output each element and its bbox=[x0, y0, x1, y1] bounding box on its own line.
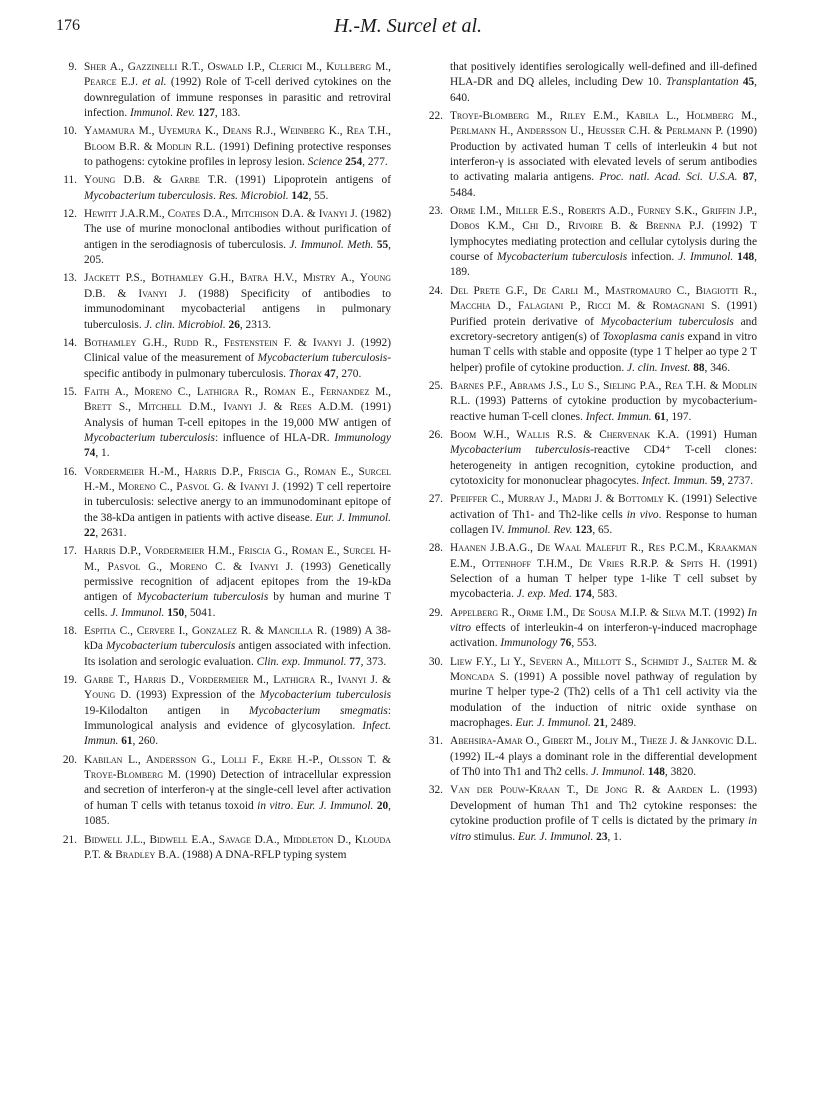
reference-item bbox=[422, 204, 757, 281]
reference-number: 10. bbox=[62, 125, 77, 138]
reference-item bbox=[56, 753, 391, 830]
reference-pages: , 277. bbox=[362, 156, 388, 169]
reference-volume: 87 bbox=[742, 171, 755, 184]
reference-journal: J. clin. Invest. bbox=[627, 361, 691, 374]
reference-text: (1991) Analysis of human T-cell epitopes in the 19,000 MW antigen of bbox=[84, 401, 391, 429]
reference-journal: J. Immunol. Meth. bbox=[289, 238, 374, 251]
reference-journal: Immunol. Rev. bbox=[130, 107, 195, 120]
reference-text: stimulus. bbox=[471, 830, 518, 843]
references-right-column bbox=[422, 60, 757, 848]
reference-journal: Immunology bbox=[334, 431, 391, 444]
reference-text: (1992) IL-4 plays a dominant role in the differential development of Th0 into Th1 and Th2 cells. bbox=[450, 750, 757, 779]
reference-volume: 61 bbox=[121, 735, 133, 748]
reference-volume: 127 bbox=[197, 107, 215, 120]
reference-volume: 123 bbox=[575, 523, 593, 536]
reference-text: (1991) Selective activation of Th1- and Th2-like cells bbox=[450, 493, 757, 521]
reference-number: 29. bbox=[428, 606, 443, 619]
reference-authors: Appelberg R., Orme I.M., De Sousa M.I.P. & Silva M.T. bbox=[450, 606, 711, 619]
reference-volume: 254 bbox=[345, 156, 363, 169]
reference-volume: 26 bbox=[228, 318, 240, 331]
reference-number: 13. bbox=[62, 272, 77, 285]
reference-text: (1992) Clinical value of the measurement of bbox=[84, 336, 391, 365]
reference-text: . Response to human collagen IV. bbox=[450, 508, 757, 536]
reference-italic-term: Mycobacterium smegmatis bbox=[249, 704, 388, 717]
reference-text: (1991) Defining protective responses to pathogens: cytokine profiles in leprosy lesion. bbox=[84, 140, 392, 169]
reference-item bbox=[422, 379, 757, 425]
reference-text: (1993) Expression of the bbox=[131, 689, 260, 702]
reference-text: (1982) The use of murine monoclonal antibodies without purification of antigen in the serodiagnosis of tuberculosis. bbox=[84, 208, 391, 251]
reference-volume: 45 bbox=[742, 76, 755, 89]
reference-text: -specific antibody in pulmonary tuberculosis. bbox=[84, 352, 391, 380]
reference-journal: Eur. J. Immunol. bbox=[515, 717, 591, 730]
reference-number: 28. bbox=[428, 542, 443, 555]
reference-pages: , 553. bbox=[571, 637, 597, 650]
reference-journal: Infect. Immun. bbox=[585, 410, 652, 423]
reference-pages: , 346. bbox=[704, 361, 731, 374]
reference-text: (1988) Specificity of antibodies to immunodominant mycobacterial antigens in pulmonary tuberculosis. bbox=[84, 287, 391, 331]
reference-pages: , 65. bbox=[592, 523, 613, 536]
reference-text: 19-Kilodalton antigen in bbox=[84, 704, 250, 717]
reference-text: and excretory-secretory antigen(s) of bbox=[450, 315, 758, 343]
reference-item bbox=[422, 541, 757, 602]
reference-item bbox=[422, 734, 757, 780]
reference-authors: Young D.B. & Garbe T.R. bbox=[84, 174, 228, 187]
reference-authors: Pfeiffer C., Murray J., Madri J. & Bottomly K. bbox=[450, 493, 679, 506]
reference-item bbox=[56, 385, 391, 462]
reference-authors: Troye-Blomberg M., Riley E.M., Kabila L., Holmberg M., Perlmann H., Andersson U., Heusser C.H. & Perlmann P. bbox=[450, 110, 757, 138]
reference-number: 27. bbox=[428, 493, 443, 506]
reference-item bbox=[422, 783, 757, 844]
reference-text: (1993) Development of human Th1 and Th2 cytokine responses: the cytokine production profile of T cells is dictated by the primary bbox=[450, 784, 757, 828]
reference-authors: Liew F.Y., Li Y., Severn A., Millott S., Schmidt J., Salter M. & Moncada S. bbox=[450, 655, 757, 684]
reference-volume: 22 bbox=[84, 526, 96, 539]
reference-item bbox=[422, 606, 757, 652]
reference-authors: Orme I.M., Miller E.S., Roberts A.D., Furney S.K., Griffin J.P., Dobos K.M., Chi D., Rivoire B. & Brenna P.J. bbox=[450, 205, 757, 233]
reference-journal: Eur. J. Immunol. bbox=[296, 799, 374, 812]
reference-item bbox=[56, 624, 391, 670]
reference-text: (1992) Role of T-cell derived cytokines on the downregulation of immune responses in parasitic and retroviral infection. bbox=[84, 76, 391, 120]
reference-item bbox=[422, 284, 757, 376]
reference-journal: Science bbox=[307, 156, 343, 169]
reference-text: (1990) Detection of intracellular expression and secretion of interferon-γ at the single-cell level after activation of human T cells with tetanus toxoid bbox=[84, 769, 392, 812]
reference-journal: J. Immunol. bbox=[678, 251, 734, 264]
reference-journal: Transplantation bbox=[666, 76, 739, 89]
reference-text: (1991) Purified protein derivative of bbox=[450, 300, 757, 328]
reference-number: 23. bbox=[428, 205, 443, 218]
reference-authors: Vordermeier H.-M., Harris D.P., Friscia G., Roman E., Surcel H.-M., Moreno C., Pasvol G. & Ivanyi J. bbox=[84, 465, 391, 493]
reference-volume: 148 bbox=[647, 766, 665, 779]
reference-number: 15. bbox=[62, 385, 77, 398]
reference-italic-term: Mycobacterium tuberculosis bbox=[600, 315, 734, 328]
reference-number: 32. bbox=[428, 784, 443, 797]
reference-text: that positively identifies serologically well-defined and ill-defined HLA-DR and DQ alleles, including Dew 10. bbox=[450, 61, 757, 89]
reference-number: 26. bbox=[428, 428, 443, 441]
reference-volume: 21 bbox=[593, 717, 606, 730]
reference-volume: 88 bbox=[693, 361, 705, 374]
reference-italic-term: Toxoplasma canis bbox=[602, 330, 685, 343]
reference-item bbox=[56, 673, 391, 750]
reference-volume: 20 bbox=[376, 799, 389, 812]
reference-text: (1991) Human bbox=[679, 428, 757, 441]
reference-italic-term: In vitro bbox=[450, 606, 757, 635]
reference-continuation bbox=[422, 60, 757, 106]
reference-authors: Sher A., Gazzinelli R.T., Oswald I.P., Clerici M., Kullberg M., Pearce E.J. bbox=[84, 61, 391, 89]
reference-authors: Yamamura M., Uyemura K., Deans R.J., Weinberg K., Rea T.H., Bloom B.R. & Modlin R.L. bbox=[84, 125, 391, 153]
reference-journal: Immunol. Rev. bbox=[507, 523, 573, 536]
reference-text: : influence of HLA-DR. bbox=[214, 431, 335, 444]
reference-volume: 47 bbox=[324, 367, 336, 380]
page-number: 176 bbox=[56, 17, 80, 34]
reference-pages: , 183. bbox=[214, 107, 241, 120]
reference-authors: Espitia C., Cervere I., Gonzalez R. & Mancilla R. bbox=[84, 625, 328, 638]
reference-italic-term: Mycobacterium tuberculosis bbox=[259, 689, 392, 702]
reference-volume: 77 bbox=[349, 655, 361, 668]
reference-journal: J. exp. Med. bbox=[516, 588, 572, 601]
reference-journal: Eur. J. Immunol. bbox=[517, 830, 594, 843]
reference-number: 25. bbox=[428, 379, 443, 392]
reference-text: (1992) T cell repertoire in tuberculosis: selective anergy to an immunodominant epitope of the 38-kDa antigen in patients with active disease. bbox=[84, 480, 391, 524]
reference-text: (1991) A possible novel pathway of regulation by murine T helper type-2 (Th2) cells of a Th1 cell activity via the modulation of the induction of nitric oxide synthase on macrophages. bbox=[450, 671, 757, 730]
reference-volume: 148 bbox=[737, 251, 755, 264]
reference-item bbox=[56, 544, 391, 621]
reference-text: infection. bbox=[627, 251, 679, 264]
reference-text: antigen associated with infection. Its isolation and serologic evaluation. bbox=[84, 640, 391, 668]
reference-authors: Faith A., Moreno C., Lathigra R., Roman E., Fernandez M., Brett S., Mitchell D.M., Ivanyi J. & Rees A.D.M. bbox=[84, 385, 391, 414]
reference-authors: Kabilan L., Andersson G., Lolli F., Ekre H.-P., Olsson T. & Troye-Blomberg M. bbox=[84, 753, 391, 782]
reference-text: (1992) bbox=[710, 606, 748, 619]
reference-journal: Clin. exp. Immunol. bbox=[256, 655, 347, 668]
page-header bbox=[56, 15, 760, 41]
reference-pages: , 1085. bbox=[84, 799, 391, 828]
reference-number: 30. bbox=[428, 655, 443, 668]
reference-text: (1990) Production by activated human T cells of interleukin 4 but not interferon-γ is associated with elevated levels of serum antibodies to activating malaria antigens. bbox=[450, 125, 757, 184]
reference-authors: Garbe T., Harris D., Vordermeier M., Lathigra R., Ivanyi J. & Young D. bbox=[84, 674, 391, 702]
reference-text: . bbox=[290, 799, 297, 812]
reference-authors: Van der Pouw-Kraan T., De Jong R. & Aarden L. bbox=[450, 784, 720, 797]
reference-text: (1991) Selection of a human T helper type 1-like T cell subset by mycobacteria. bbox=[450, 557, 757, 601]
reference-item bbox=[422, 428, 757, 489]
reference-item bbox=[422, 109, 757, 201]
reference-text: (1993) Patterns of cytokine production by mycobacterium-reactive human T-cell clones. bbox=[450, 395, 757, 423]
reference-item bbox=[56, 833, 391, 864]
reference-pages: , 5484. bbox=[450, 171, 757, 199]
reference-journal: J. clin. Microbiol. bbox=[144, 318, 226, 331]
reference-number: 22. bbox=[428, 110, 443, 123]
reference-italic-term: in vitro bbox=[450, 815, 757, 843]
reference-item bbox=[56, 465, 391, 542]
reference-pages: , 5041. bbox=[184, 606, 216, 619]
references-left-column bbox=[56, 60, 391, 866]
reference-text: (1993) Genetically permissive recognition of adjacent epitopes from the 19-kDa antigen of bbox=[84, 560, 392, 604]
reference-number: 18. bbox=[62, 625, 77, 638]
reference-italic-term: in vitro bbox=[257, 799, 291, 812]
reference-pages: , 2313. bbox=[239, 318, 272, 331]
reference-authors: Jackett P.S., Bothamley G.H., Batra H.V., Mistry A., Young D.B. & Ivanyi J. bbox=[84, 272, 391, 300]
reference-text: (1992) T lymphocytes mediating protection and cellular cytolysis during the course of bbox=[450, 220, 757, 264]
reference-pages: , 270. bbox=[335, 367, 362, 380]
reference-text: : Immunological analysis and evidence of glycosylation. bbox=[84, 704, 391, 733]
reference-item bbox=[56, 60, 391, 121]
reference-journal: Proc. natl. Acad. Sci. U.S.A. bbox=[599, 171, 738, 184]
reference-volume: 55 bbox=[376, 238, 389, 251]
reference-number: 16. bbox=[62, 465, 77, 478]
reference-number: 14. bbox=[62, 336, 77, 349]
reference-number: 9. bbox=[68, 61, 77, 73]
reference-journal: Eur. J. Immunol. bbox=[315, 511, 391, 524]
reference-pages: , 373. bbox=[360, 655, 387, 668]
reference-journal: Infect. Immun. bbox=[641, 474, 708, 487]
reference-pages: , 583. bbox=[591, 588, 618, 601]
reference-italic-term: Mycobacterium tuberculosis bbox=[106, 640, 236, 653]
reference-text: -reactive CD4⁺ T-cell clones: heterogeneity in antigen recognition, cytokine production, and cytotoxicity for mononuclear phagocytes. bbox=[450, 444, 757, 487]
reference-authors: Barnes P.F., Abrams J.S., Lu S., Sieling P.A., Rea T.H. & Modlin R.L. bbox=[450, 379, 757, 408]
reference-journal: Infect. Immun. bbox=[84, 720, 391, 748]
reference-number: 20. bbox=[62, 753, 77, 766]
reference-text: expand in vitro human T cells with stable and opposite (type 1 T helper ao type 2 T helper) profile of cytokine production. bbox=[450, 330, 758, 374]
reference-journal: Res. Microbiol. bbox=[218, 189, 289, 202]
reference-pages: , 1. bbox=[607, 830, 622, 843]
reference-etal: et al. bbox=[142, 76, 167, 89]
reference-journal: J. Immunol. bbox=[591, 766, 646, 779]
reference-number: 21. bbox=[62, 833, 77, 846]
reference-pages: , 1. bbox=[95, 447, 110, 460]
reference-italic-term: Mycobacterium tuberculosis bbox=[257, 352, 388, 365]
reference-text: (1991) Lipoprotein antigens of bbox=[227, 174, 391, 187]
reference-authors: Abehsira-Amar O., Gibert M., Joliy M., Theze J. & Jankovic D.L. bbox=[450, 735, 757, 748]
reference-text: . bbox=[213, 189, 219, 202]
reference-number: 17. bbox=[62, 545, 77, 558]
reference-journal: Thorax bbox=[288, 367, 322, 380]
reference-authors: Boom W.H., Wallis R.S. & Chervenak K.A. bbox=[450, 428, 680, 441]
reference-item bbox=[56, 207, 391, 268]
reference-number: 19. bbox=[62, 674, 77, 687]
reference-pages: , 2489. bbox=[605, 717, 637, 730]
reference-italic-term: Mycobacterium tuberculosis bbox=[136, 591, 269, 604]
reference-item bbox=[422, 492, 757, 538]
reference-journal: J. Immunol. bbox=[110, 606, 165, 619]
reference-number: 31. bbox=[428, 735, 443, 748]
reference-volume: 59 bbox=[710, 474, 722, 487]
reference-text: effects of interleukin-4 on interferon-γ-induced macrophage activation. bbox=[450, 622, 757, 650]
reference-pages: , 205. bbox=[84, 238, 391, 267]
reference-pages: , 3820. bbox=[664, 766, 697, 779]
reference-volume: 23 bbox=[596, 830, 608, 843]
reference-pages: , 55. bbox=[308, 189, 329, 202]
running-head: H.-M. Surcel et al. bbox=[333, 15, 483, 37]
reference-item bbox=[56, 271, 391, 332]
reference-authors: Harris D.P., Vordermeier H.M., Friscia G., Roman E., Surcel H-M., Pasvol G., Moreno C. & Ivanyi J. bbox=[84, 545, 391, 573]
reference-pages: , 2737. bbox=[721, 474, 754, 487]
reference-italic-term: Mycobacterium tuberculosis bbox=[496, 251, 628, 264]
reference-item bbox=[56, 336, 391, 382]
reference-text: (1988) A DNA-RFLP typing system bbox=[179, 848, 347, 861]
reference-journal: Immunology bbox=[500, 637, 558, 650]
reference-volume: 150 bbox=[167, 606, 185, 619]
reference-text: by human and murine T cells. bbox=[84, 591, 391, 619]
reference-pages: , 189. bbox=[450, 251, 758, 279]
reference-italic-term: Mycobacterium tuberculosis bbox=[84, 189, 214, 202]
reference-number: 11. bbox=[63, 174, 77, 187]
reference-volume: 61 bbox=[654, 410, 666, 423]
reference-authors: Bothamley G.H., Rudd R., Festenstein F. & Ivanyi J. bbox=[84, 336, 355, 349]
reference-pages: , 640. bbox=[450, 76, 757, 104]
reference-italic-term: Mycobacterium tuberculosis bbox=[84, 431, 215, 444]
reference-volume: 76 bbox=[559, 637, 572, 650]
reference-authors: Hewitt J.A.R.M., Coates D.A., Mitchison D.A. & Ivanyi J. bbox=[84, 208, 358, 221]
reference-volume: 174 bbox=[574, 588, 592, 601]
reference-italic-term: Mycobacterium tuberculosis bbox=[450, 444, 591, 457]
reference-number: 24. bbox=[428, 284, 443, 297]
reference-number: 12. bbox=[62, 208, 77, 221]
reference-pages: , 260. bbox=[132, 735, 159, 748]
reference-italic-term: in vivo bbox=[626, 508, 659, 521]
reference-text: (1989) A 38-kDa bbox=[84, 625, 392, 653]
reference-volume: 74 bbox=[84, 447, 96, 460]
reference-item bbox=[56, 173, 391, 204]
reference-authors: Bidwell J.L., Bidwell E.A., Savage D.A., Middleton D., Klouda P.T. & Bradley B.A. bbox=[84, 833, 391, 861]
reference-authors: Del Prete G.F., De Carli M., Mastromauro C., Biagiotti R., Macchia D., Falagiani P., Ricci M. & Romagnani S. bbox=[450, 284, 757, 313]
reference-authors: Haanen J.B.A.G., De Waal Malefijt R., Res P.C.M., Kraakman E.M., Ottenhoff T.H.M., De Vries R.R.P. & Spits H. bbox=[450, 542, 757, 570]
reference-pages: , 197. bbox=[665, 410, 692, 423]
reference-item bbox=[56, 124, 391, 170]
reference-volume: 142 bbox=[291, 189, 309, 202]
reference-item bbox=[422, 655, 757, 732]
reference-pages: , 2631. bbox=[95, 526, 127, 539]
